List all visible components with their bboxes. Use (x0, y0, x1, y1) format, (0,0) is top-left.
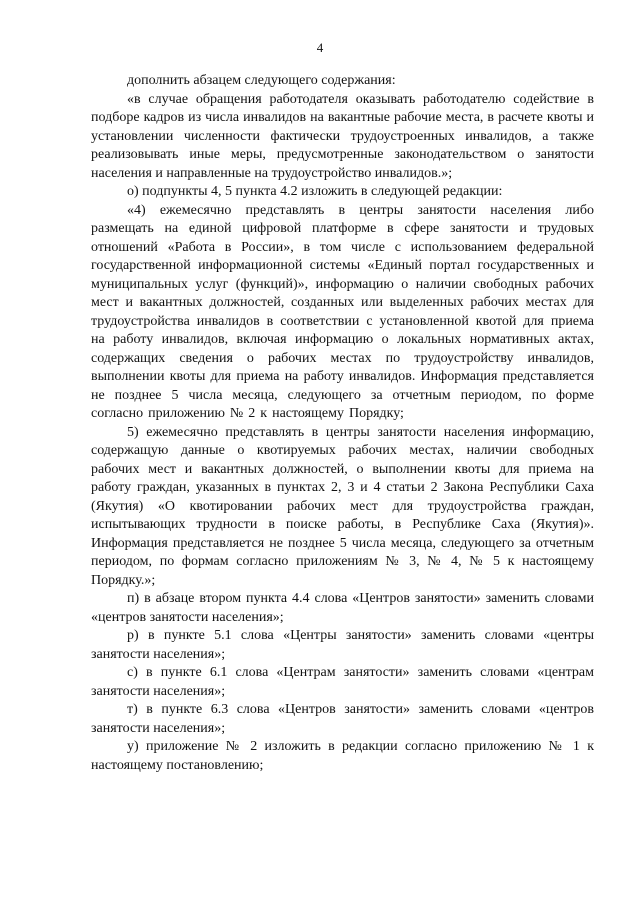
paragraph-employer-assistance: «в случае обращения работодателя оказывать работодателю содействие в подборе кадров из числа инвалидов на вакантные рабочие места, в расчете квоты и установлении численности фактически трудоустроенных инвалидов, а также реализовывать иные меры, предусмотренные законодательством о занятости населения и направленные на трудоустройство инвалидов.»; (91, 91, 594, 181)
paragraph-subitem-4: «4) ежемесячно представлять в центры занятости населения либо размещать на единой цифровой платформе в сфере занятости и трудовых отношений «Работа в России», в том числе с использованием федеральной государственной информационной системы «Единый портал государственных и муниципальных услуг (функций)», информацию о наличии свободных рабочих мест и вакантных должностей, созданных или выделенных рабочих местах для трудоустройства инвалидов в соответствии с установленной квотой для приема на работу инвалидов, включая информацию о локальных нормативных актах, содержащих сведения о рабочих местах по трудоустройству инвалидов, выполнении квоты для приема на работу инвалидов. Информация представляется не позднее 5 числа месяца, следующего за отчетным периодом, по форме согласно приложению № 2 к настоящему Порядку; (91, 202, 594, 421)
paragraph-item-t: т) в пункте 6.3 слова «Центров занятости» заменить словами «центров занятости населения»; (91, 702, 594, 736)
paragraph-item-s: с) в пункте 6.1 слова «Центрам занятости» заменить словами «центрам занятости населения»; (91, 665, 594, 699)
paragraph-subitem-5: 5) ежемесячно представлять в центры занятости населения информацию, содержащую данные о квотируемых рабочих местах, наличии свободных рабочих мест и вакантных должностей, о выполнении квоты для приема на работу граждан, указанных в пунктах 2, 3 и 4 статьи 2 Закона Республики Саха (Якутия) «О квотировании рабочих мест для трудоустройства граждан, испытывающих трудности в поиске работы, в Республике Саха (Якутия)». Информация представляется не позднее 5 числа месяца, следующего за отчетным периодом, по формам согласно приложениям № 3, № 4, № 5 к настоящему Порядку.»; (91, 424, 594, 588)
paragraph-item-u: у) приложение № 2 изложить в редакции согласно приложению № 1 к настоящему постановлению; (91, 739, 594, 773)
document-body (91, 72, 594, 775)
paragraph-item-p: п) в абзаце втором пункта 4.4 слова «Центров занятости» заменить словами «центров занятости населения»; (91, 591, 594, 625)
paragraph-intro: дополнить абзацем следующего содержания: (127, 73, 396, 88)
paragraph-item-r: р) в пункте 5.1 слова «Центры занятости» заменить словами «центры занятости населения»; (91, 628, 594, 662)
page-number: 4 (316, 40, 324, 55)
paragraph-item-o: о) подпункты 4, 5 пункта 4.2 изложить в следующей редакции: (127, 184, 503, 199)
